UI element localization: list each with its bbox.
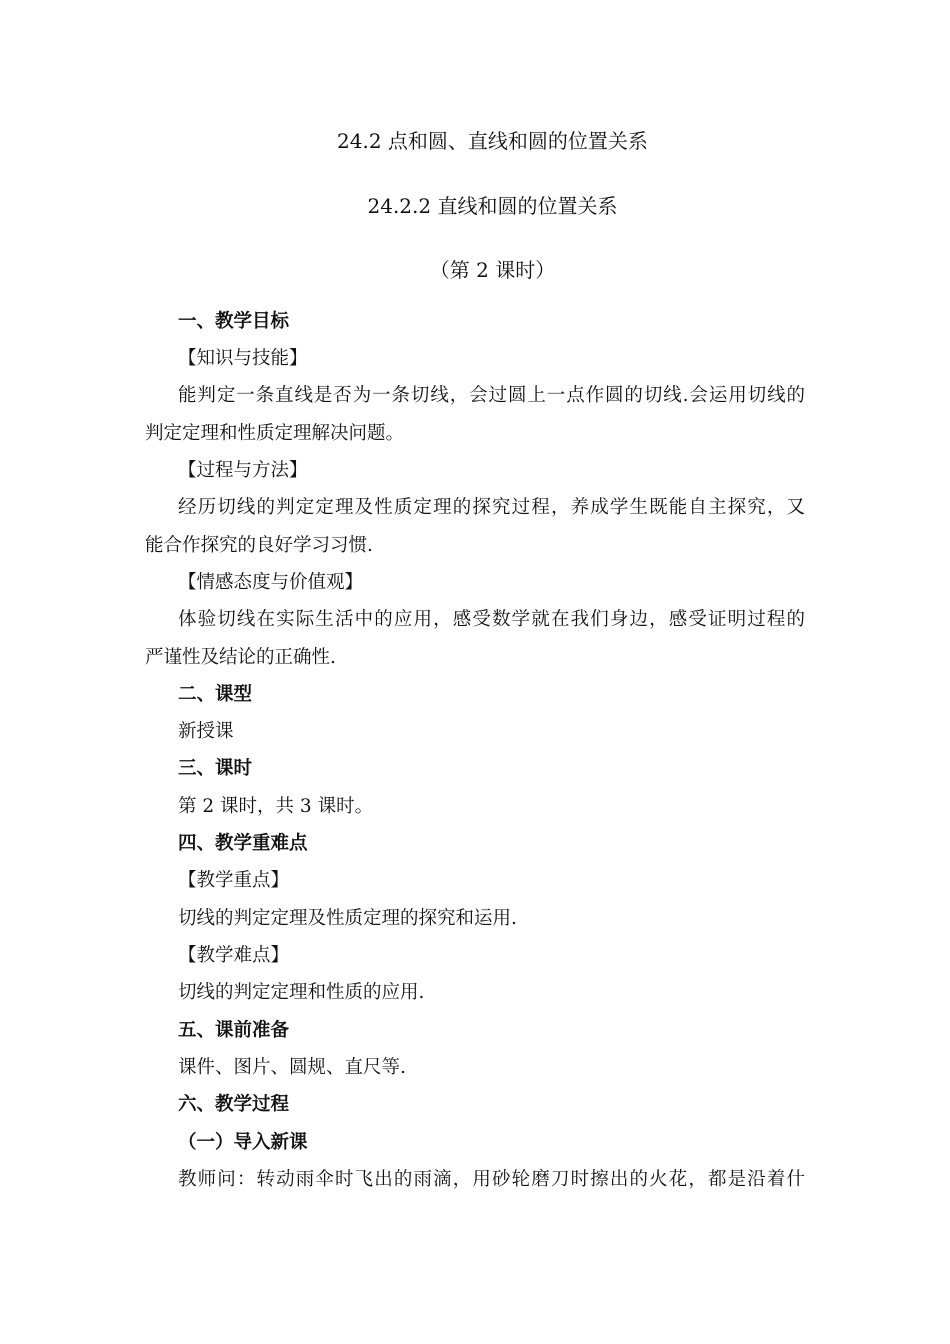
paragraph-line: 判定定理和性质定理解决问题。	[145, 423, 405, 444]
paragraph-line: 严谨性及结论的正确性.	[145, 647, 336, 668]
section-heading-objectives: 一、教学目标	[178, 311, 290, 332]
subheading-knowledge-skills: 【知识与技能】	[178, 348, 308, 369]
lesson-type-text: 新授课	[178, 721, 234, 742]
paragraph-line: 能合作探究的良好学习习惯.	[145, 535, 373, 556]
section-heading-lesson-type: 二、课型	[178, 684, 253, 705]
paragraph-line: 能判定一条直线是否为一条切线，会过圆上一点作圆的切线.会运用切线的	[178, 385, 805, 406]
subheading-attitude-values: 【情感态度与价值观】	[178, 572, 364, 593]
paragraph-line: 教师问：转动雨伞时飞出的雨滴，用砂轮磨刀时擦出的火花，都是沿着什	[178, 1169, 805, 1190]
paragraph-line: 体验切线在实际生活中的应用，感受数学就在我们身边，感受证明过程的	[178, 609, 805, 630]
subheading-introduction: （一）导入新课	[178, 1132, 308, 1153]
section-heading-periods: 三、课时	[178, 758, 253, 779]
document-subtitle: 24.2.2 直线和圆的位置关系	[367, 194, 618, 218]
subheading-key-point: 【教学重点】	[178, 870, 290, 891]
section-heading-key-points: 四、教学重难点	[178, 833, 308, 854]
paragraph-line: 经历切线的判定定理及性质定理的探究过程，养成学生既能自主探究，又	[178, 497, 805, 518]
section-heading-process: 六、教学过程	[178, 1094, 290, 1115]
subheading-difficult-point: 【教学难点】	[178, 945, 290, 966]
difficult-point-text: 切线的判定定理和性质的应用.	[178, 982, 425, 1003]
section-heading-preparation: 五、课前准备	[178, 1020, 290, 1041]
key-point-text: 切线的判定定理及性质定理的探究和运用.	[178, 908, 517, 929]
periods-text: 第 2 课时，共 3 课时。	[178, 796, 374, 817]
document-title: 24.2 点和圆、直线和圆的位置关系	[337, 129, 648, 153]
subheading-process-methods: 【过程与方法】	[178, 460, 308, 481]
preparation-text: 课件、图片、圆规、直尺等.	[178, 1057, 406, 1078]
lesson-period: （第 2 课时）	[429, 258, 556, 282]
